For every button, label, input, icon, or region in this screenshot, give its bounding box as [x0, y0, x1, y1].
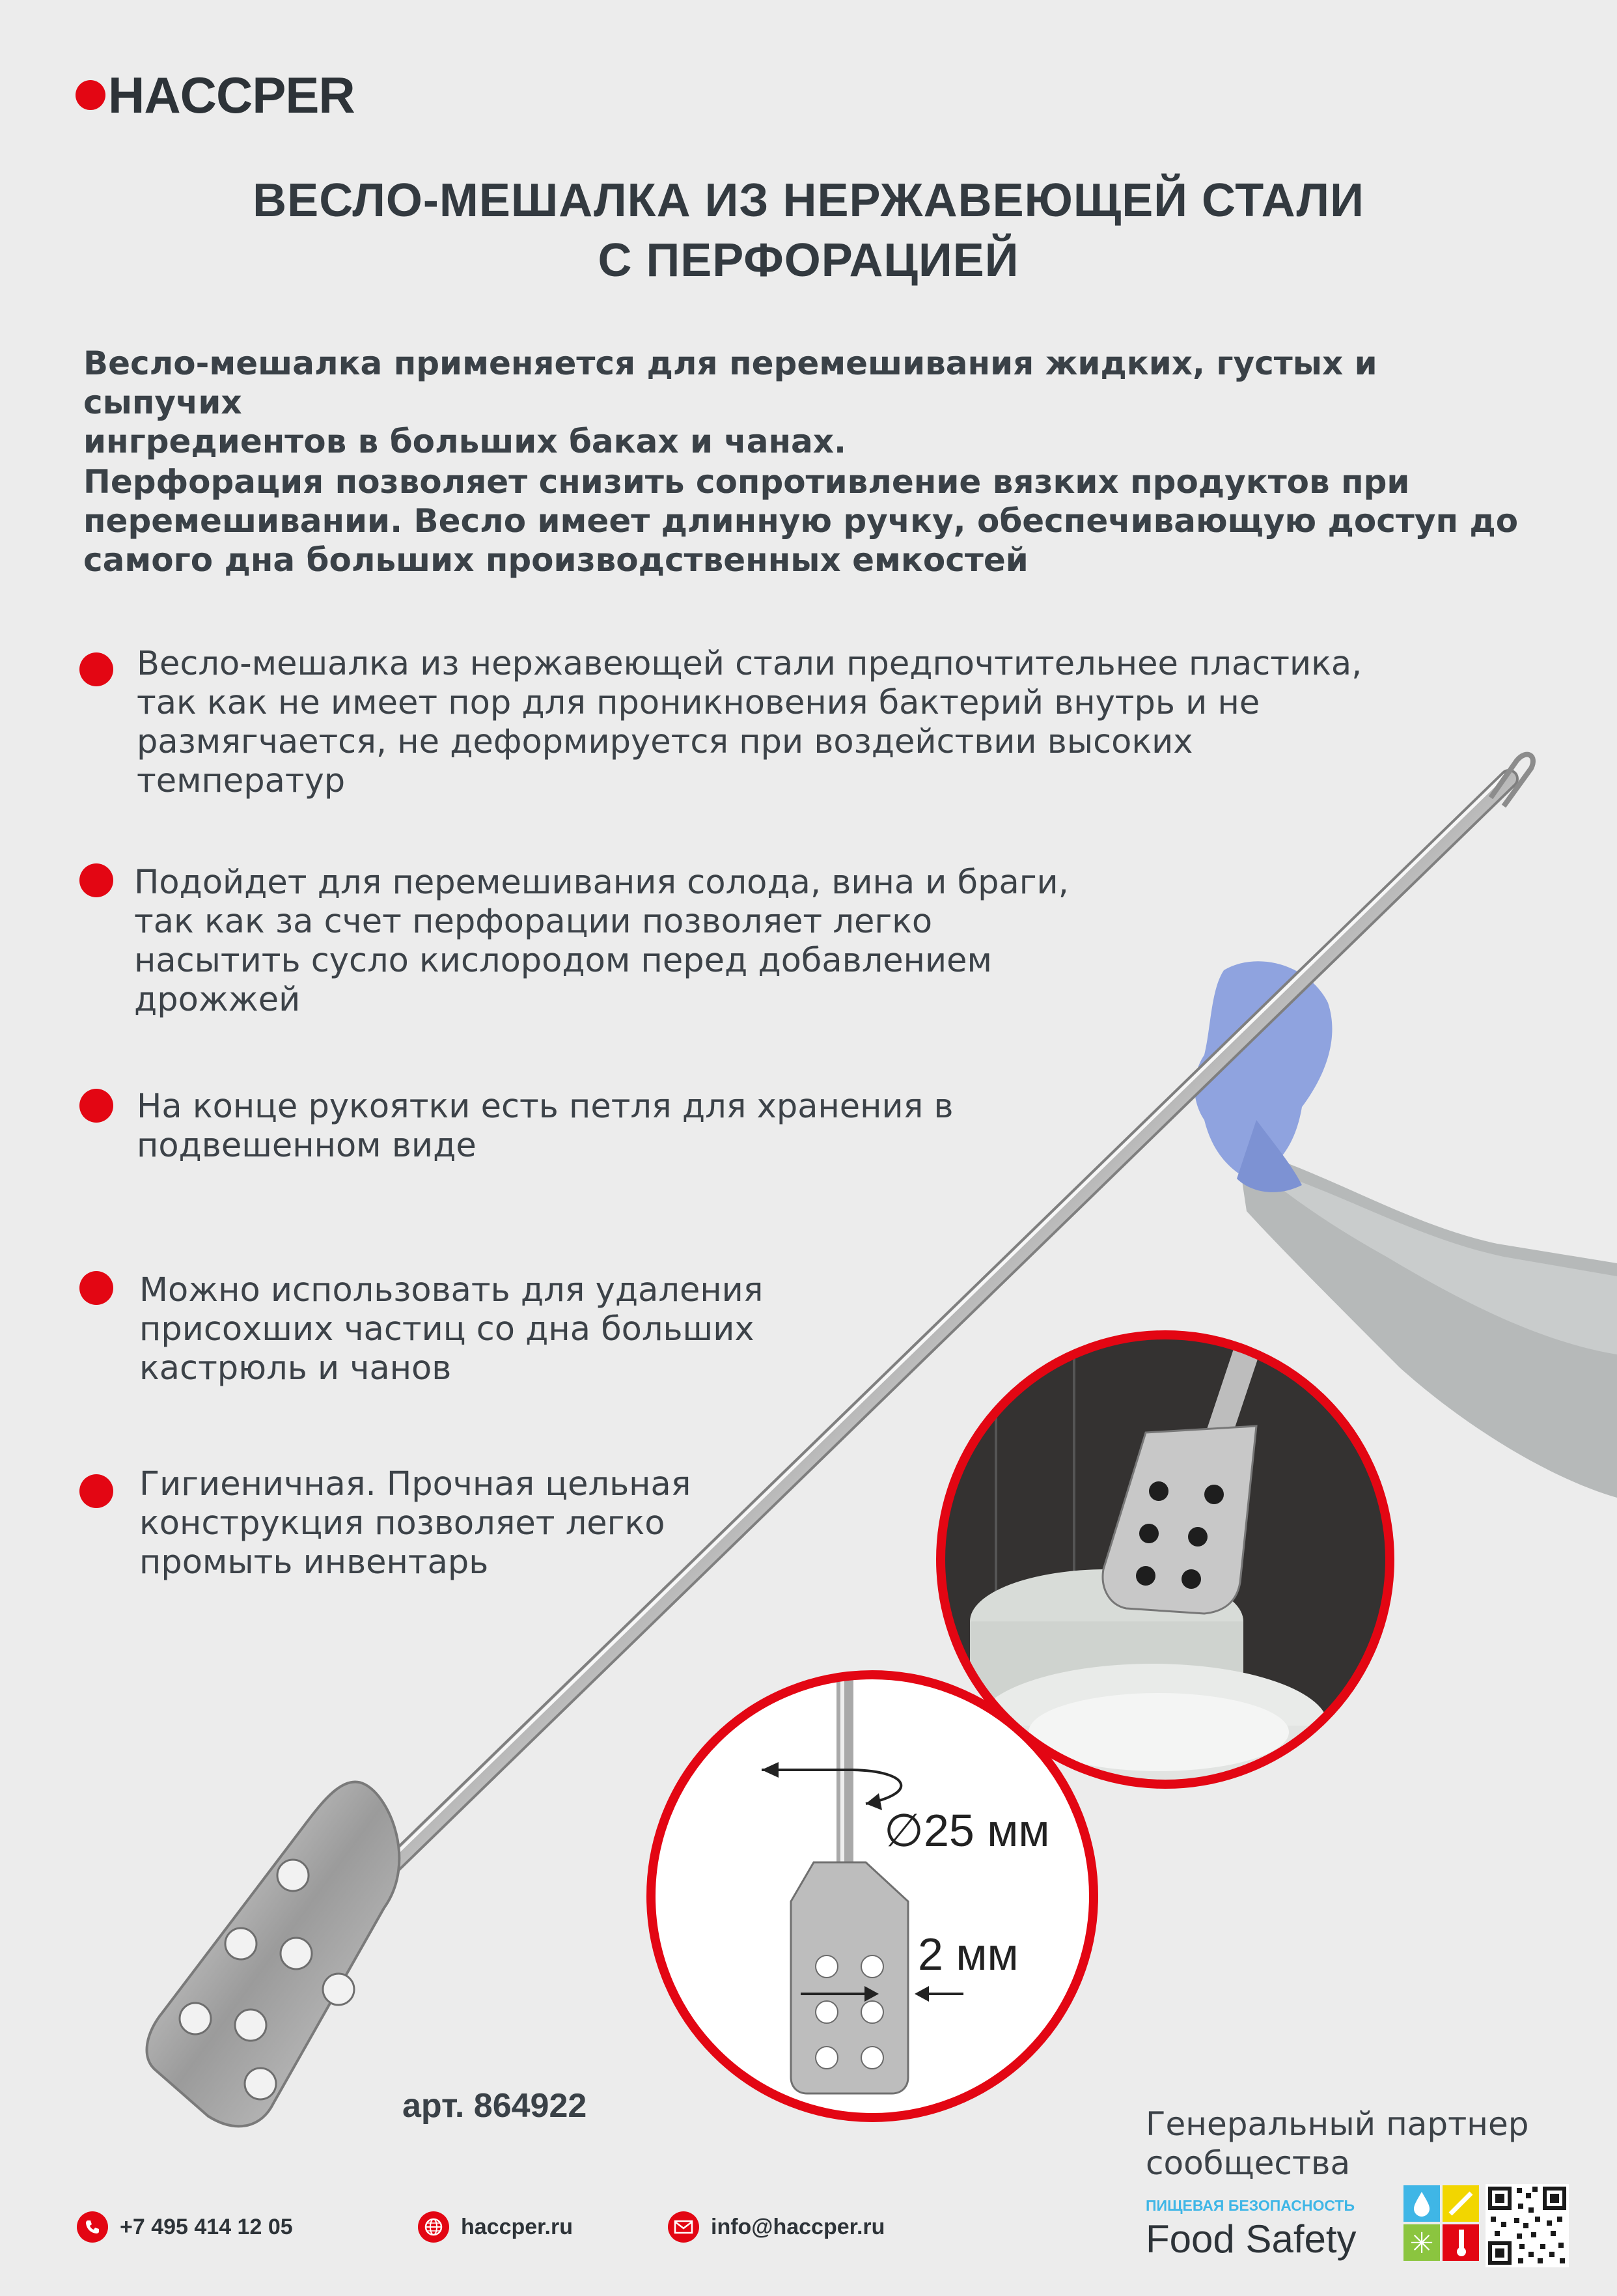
partner-line-1: Генеральный партнер: [1146, 2105, 1529, 2143]
bullet-line: На конце рукоятки есть петля для хранения в: [137, 1087, 954, 1126]
website-url: haccper.ru: [461, 2214, 573, 2239]
community-small-label: ПИЩЕВАЯ БЕЗОПАСНОСТЬ: [1146, 2197, 1355, 2214]
intro-1-line-2: ингредиентов в больших баках и чанах.: [83, 423, 847, 460]
bullet-dot: [79, 863, 113, 897]
bullet-line: подвешенном виде: [137, 1127, 477, 1165]
partner-line-2: сообщества: [1146, 2144, 1351, 2182]
website-contact[interactable]: [418, 2211, 573, 2243]
intro-1-line-1: Весло-мешалка применяется для перемешивания жидких, густых и сыпучих: [83, 344, 1377, 421]
email-address: info@haccper.ru: [711, 2214, 885, 2239]
bullet-line: Можно использовать для удаления: [139, 1271, 764, 1309]
bullet-dot: [79, 1089, 113, 1123]
community-name: Food Safety: [1146, 2217, 1357, 2261]
bullet-line: конструкция позволяет легко: [139, 1504, 665, 1543]
phone-contact[interactable]: [77, 2211, 293, 2243]
article-number: арт. 864922: [402, 2087, 587, 2125]
bullet-text: [137, 645, 1362, 801]
bullet-line: промыть инвентарь: [139, 1543, 489, 1582]
logo-text: HACCPER: [108, 66, 355, 124]
bullet-text: [137, 1087, 954, 1166]
contact-bar: [0, 2211, 1617, 2250]
bullet-text: [134, 863, 1069, 1020]
title-line-1: ВЕСЛО-МЕШАЛКА ИЗ НЕРЖАВЕЮЩЕЙ СТАЛИ: [253, 175, 1364, 227]
title-line-2: С ПЕРФОРАЦИЕЙ: [598, 234, 1019, 287]
paddle-blade: [147, 1782, 400, 2126]
bullet-line: размягчается, не деформируется при воздействии высоких: [137, 723, 1193, 761]
bullet-line: так как за счет перфорации позволяет легко: [134, 903, 933, 941]
intro-2-line-1: Перфорация позволяет снизить сопротивление вязких продуктов при: [83, 463, 1410, 501]
bullet-line: Гигиеничная. Прочная цельная: [139, 1465, 691, 1504]
bullet-dot: [79, 1271, 113, 1305]
bullet-line: так как не имеет пор для проникновения бактерий внутрь и не: [137, 684, 1260, 722]
bullet-line: температур: [137, 762, 346, 800]
bullet-line: насытить сусло кислородом перед добавлением: [134, 942, 993, 980]
bullet-text: [139, 1271, 764, 1388]
intro-2-line-3: самого дна больших производственных емкостей: [83, 541, 1029, 579]
diameter-label: ∅25 мм: [884, 1805, 1050, 1856]
globe-icon: [418, 2211, 449, 2243]
thickness-label: 2 мм: [918, 1929, 1019, 1980]
bullet-dot: [79, 1474, 113, 1508]
bullet-text: [139, 1465, 691, 1582]
partner-block: [1146, 2105, 1529, 2261]
svg-text:✳: ✳: [1409, 2227, 1434, 2260]
email-contact[interactable]: [668, 2211, 885, 2243]
bullet-line: присохших частиц со дна больших: [139, 1310, 754, 1349]
bullet-dot: [79, 652, 113, 686]
bullet-line: Весло-мешалка из нержавеющей стали предпочтительнее пластика,: [137, 645, 1362, 683]
phone-icon: [77, 2211, 108, 2243]
bullet-line: кастрюль и чанов: [139, 1349, 452, 1388]
intro-2-line-2: перемешивании. Весло имеет длинную ручку, обеспечивающую доступ до: [83, 502, 1519, 540]
envelope-icon: [668, 2211, 699, 2243]
bullet-line: дрожжей: [134, 981, 301, 1019]
phone-number: +7 495 414 12 05: [120, 2214, 293, 2239]
bullet-line: Подойдет для перемешивания солода, вина и браги,: [134, 863, 1069, 902]
